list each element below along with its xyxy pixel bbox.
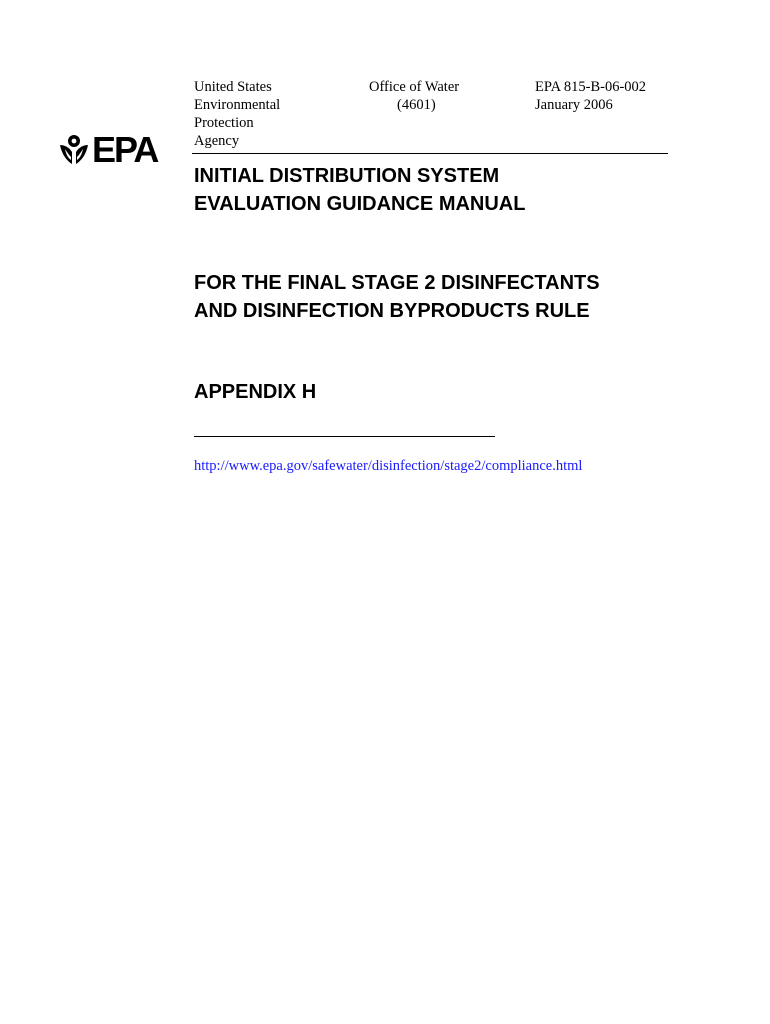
agency-line: Agency: [194, 133, 240, 149]
office-code: (4601): [397, 97, 436, 113]
title-line: EVALUATION GUIDANCE MANUAL: [194, 193, 526, 215]
logo-text: EPA: [92, 129, 158, 170]
document-number: EPA 815-B-06-002: [535, 79, 647, 95]
document-info: [535, 78, 646, 114]
compliance-url-link[interactable]: http://www.epa.gov/safewater/disinfection/stage2/compliance.html: [194, 458, 583, 474]
document-subtitle: [194, 269, 600, 325]
appendix-heading: APPENDIX H: [194, 381, 317, 403]
subtitle-line: FOR THE FINAL STAGE 2 DISINFECTANTS: [194, 272, 600, 294]
agency-line: Protection: [194, 115, 254, 131]
agency-line: United States: [194, 79, 272, 95]
section-divider: [194, 436, 495, 437]
document-title: [194, 162, 525, 218]
agency-line: Environmental: [194, 97, 281, 113]
office-name: Office of Water: [369, 79, 460, 95]
title-line: INITIAL DISTRIBUTION SYSTEM: [194, 165, 500, 187]
document-date: January 2006: [535, 97, 613, 113]
epa-flower-icon: [58, 133, 90, 167]
epa-logo: [58, 130, 157, 170]
header-divider: [192, 153, 668, 154]
office-info: [369, 78, 459, 114]
agency-name: [194, 78, 280, 150]
subtitle-line: AND DISINFECTION BYPRODUCTS RULE: [194, 300, 590, 322]
